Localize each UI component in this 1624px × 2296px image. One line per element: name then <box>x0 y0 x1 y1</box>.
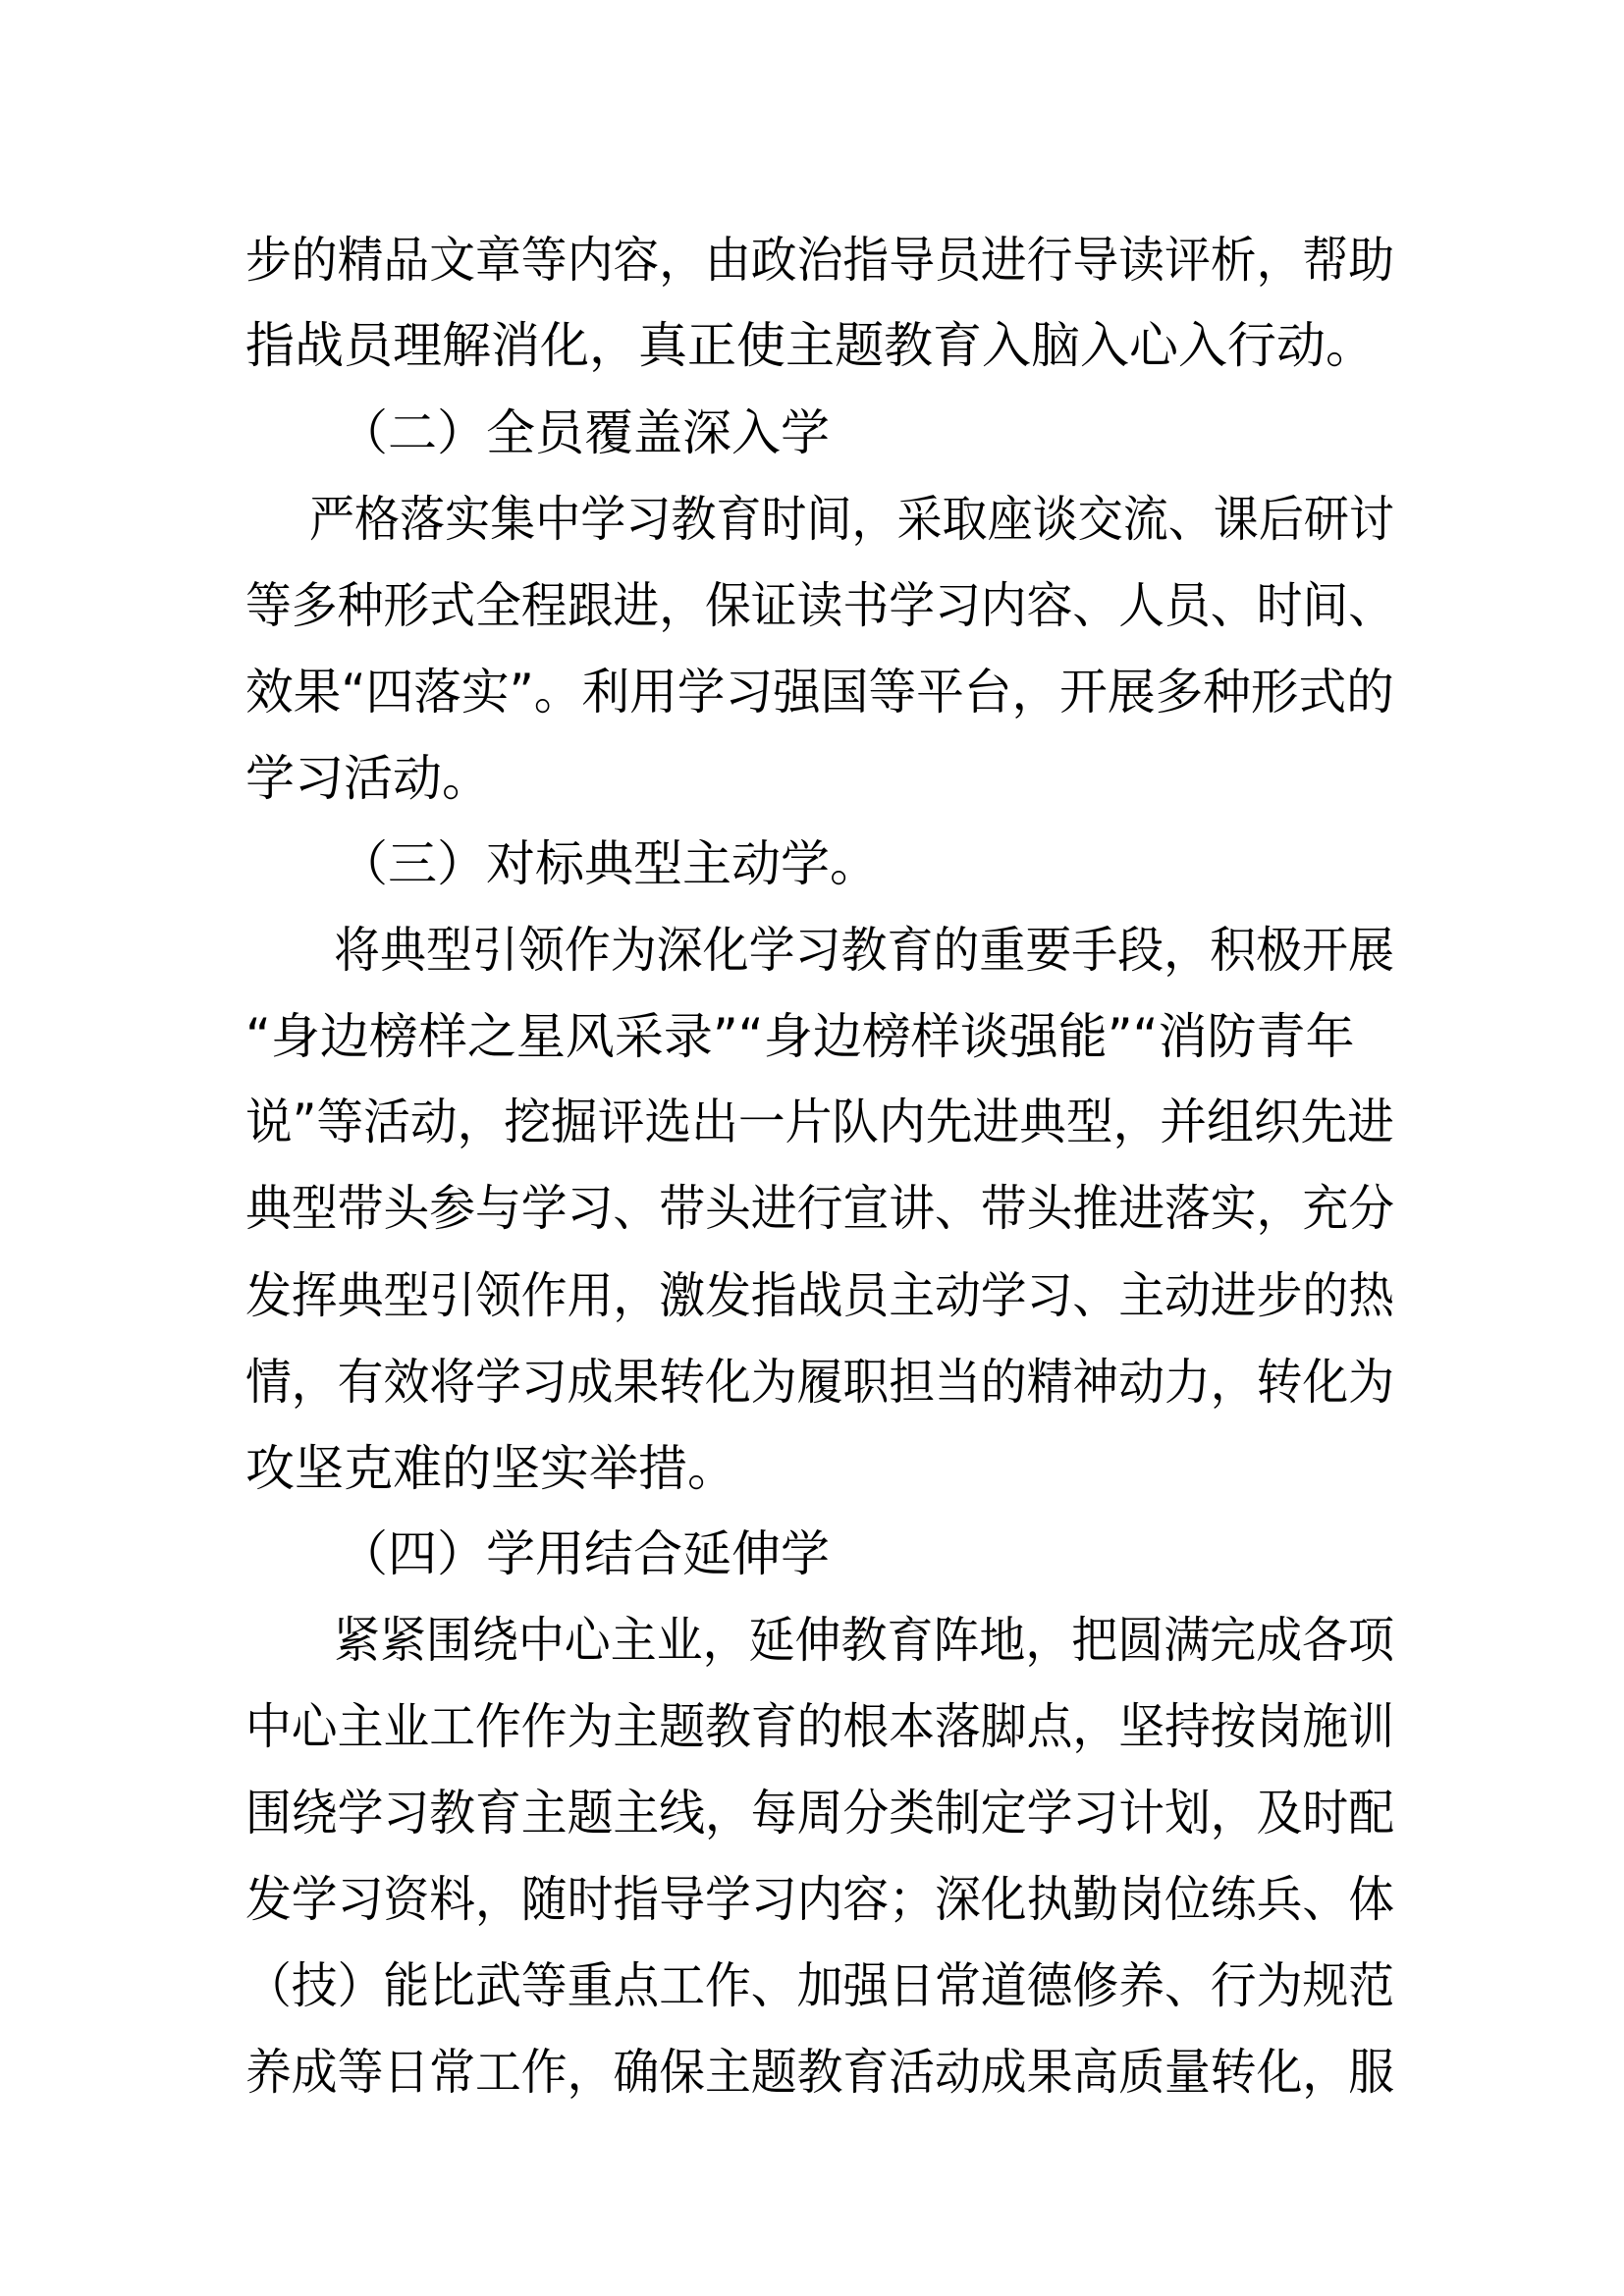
body-text-line: “身边榜样之星风采录”“身边榜样谈强能”“消防青年 <box>245 1008 1355 1065</box>
body-text-line: 围绕学习教育主题主线，每周分类制定学习计划，及时配 <box>245 1785 1394 1842</box>
body-text-line: 典型带头参与学习、带头进行宣讲、带头推进落实，充分 <box>245 1180 1394 1237</box>
body-text-line: 步的精品文章等内容，由政治指导员进行导读评析，帮助 <box>245 232 1394 289</box>
body-text-line: 紧紧围绕中心主业，延伸教育阵地，把圆满完成各项 <box>334 1612 1394 1669</box>
body-text-line: 中心主业工作作为主题教育的根本落脚点，坚持按岗施训 <box>245 1698 1394 1755</box>
body-text-line: （技）能比武等重点工作、加强日常道德修养、行为规范 <box>245 1957 1394 2014</box>
body-text-line: 养成等日常工作，确保主题教育活动成果高质量转化，服 <box>245 2044 1394 2101</box>
body-text-line: 攻坚克难的坚实举措。 <box>245 1440 736 1497</box>
section-heading: （二）全员覆盖深入学 <box>339 404 830 461</box>
body-text-line: 发学习资料，随时指导学习内容；深化执勤岗位练兵、体 <box>245 1871 1394 1928</box>
body-text-line: 将典型引领作为深化学习教育的重要手段，积极开展 <box>334 922 1394 979</box>
body-text-line: 说”等活动，挖掘评选出一片队内先进典型，并组织先进 <box>245 1094 1394 1150</box>
body-text-line: 学习活动。 <box>245 750 491 807</box>
body-text-line: 发挥典型引领作用，激发指战员主动学习、主动进步的热 <box>245 1267 1394 1324</box>
body-text-line: 严格落实集中学习教育时间，采取座谈交流、课后研讨 <box>309 491 1394 548</box>
body-text-line: 情，有效将学习成果转化为履职担当的精神动力，转化为 <box>245 1354 1394 1411</box>
body-text-line: 等多种形式全程跟进，保证读书学习内容、人员、时间、 <box>245 577 1394 634</box>
section-heading: （三）对标典型主动学。 <box>339 835 879 892</box>
body-text-line: 指战员理解消化，真正使主题教育入脑入心入行动。 <box>245 317 1375 374</box>
section-heading: （四）学用结合延伸学 <box>339 1525 830 1582</box>
body-text-line: 效果“四落实”。利用学习强国等平台，开展多种形式的 <box>245 664 1394 721</box>
